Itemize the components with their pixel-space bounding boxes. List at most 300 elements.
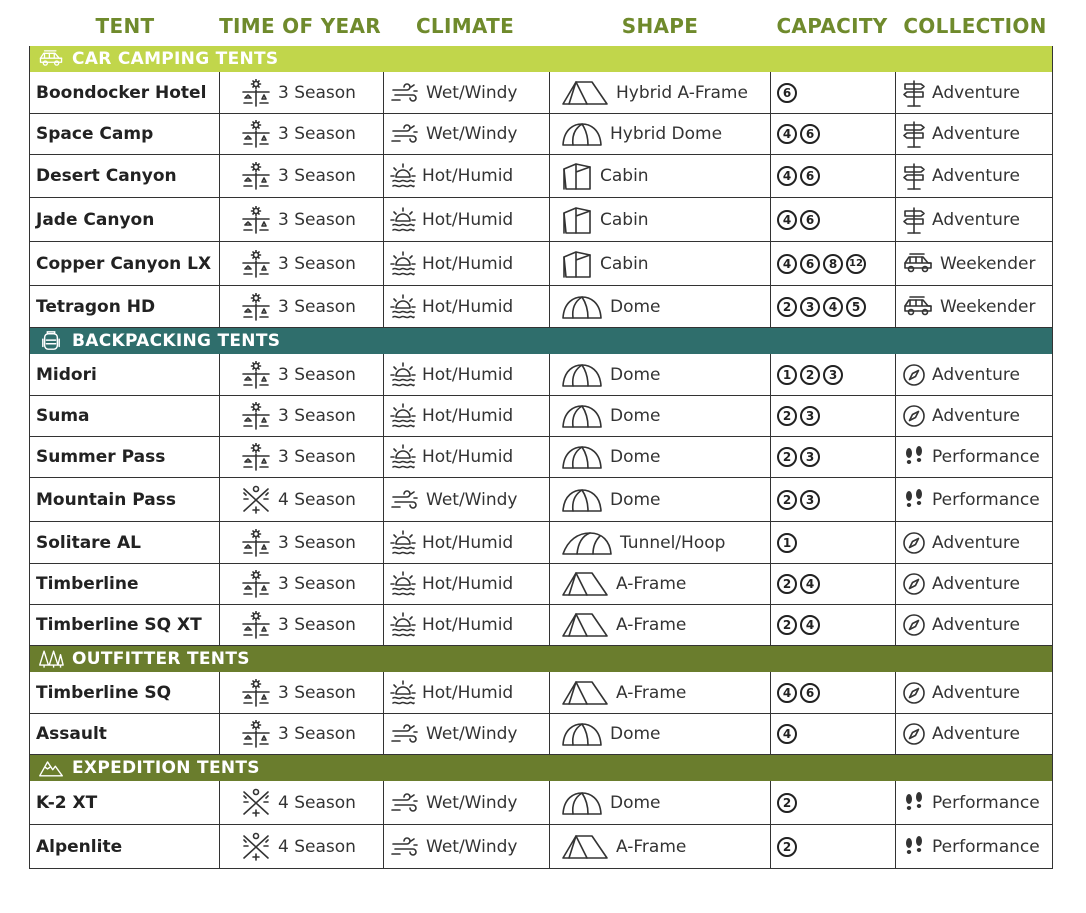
tent-name-cell <box>30 522 220 563</box>
a-frame-icon <box>560 611 610 639</box>
collection: Performance <box>932 836 1040 857</box>
table-row <box>29 242 1053 286</box>
collection-cell <box>896 522 1052 563</box>
capacity-badge: 6 <box>800 683 820 703</box>
time-of-year-cell <box>220 605 384 645</box>
capacity-badge: 4 <box>777 683 797 703</box>
sun-icon <box>390 571 416 597</box>
tent-name: Midori <box>36 364 97 385</box>
collection: Adventure <box>932 166 1020 186</box>
shape-cell <box>550 396 771 436</box>
dome-icon <box>560 121 604 147</box>
time-of-year-cell <box>220 672 384 713</box>
shape-cell <box>550 354 771 395</box>
capacity-badge: 1 <box>777 533 797 553</box>
tent-name: Copper Canyon LX <box>36 253 212 274</box>
three-season-icon <box>240 679 272 707</box>
tent-name: Timberline <box>36 574 139 594</box>
capacity-badge: 2 <box>777 574 797 594</box>
tent-name: Assault <box>36 724 107 744</box>
capacity-cell <box>771 242 896 285</box>
table-row <box>29 825 1053 869</box>
tent-name: Mountain Pass <box>36 489 176 510</box>
table-row <box>29 478 1053 522</box>
compass-icon <box>902 613 926 637</box>
shape: Dome <box>610 489 661 510</box>
capacity-badge: 2 <box>777 837 797 857</box>
time-of-year-cell <box>220 286 384 327</box>
climate: Wet/Windy <box>426 124 518 144</box>
shape-cell <box>550 478 771 521</box>
climate: Hot/Humid <box>422 615 514 635</box>
shape: Dome <box>610 296 661 317</box>
table-row <box>29 396 1053 437</box>
tent-name: Summer Pass <box>36 447 166 467</box>
capacity-badge: 3 <box>823 365 843 385</box>
three-season-icon <box>240 162 272 190</box>
tent-name: Space Camp <box>36 124 154 144</box>
collection: Adventure <box>932 124 1020 144</box>
car-icon <box>902 252 934 276</box>
three-season-icon <box>240 120 272 148</box>
shape: Dome <box>610 364 661 385</box>
climate-cell <box>384 242 550 285</box>
time-of-year: 3 Season <box>278 724 356 744</box>
dome-icon <box>560 444 604 470</box>
time-of-year-cell <box>220 354 384 395</box>
three-season-icon <box>240 79 272 107</box>
tent-name: Alpenlite <box>36 836 123 857</box>
climate-cell <box>384 605 550 645</box>
climate-cell <box>384 354 550 395</box>
table-row <box>29 155 1053 198</box>
capacity-cell <box>771 72 896 113</box>
section-title: BACKPACKING TENTS <box>72 331 281 351</box>
time-of-year-cell <box>220 564 384 604</box>
section-header <box>29 646 1053 672</box>
shape: Dome <box>610 724 661 744</box>
time-of-year-cell <box>220 396 384 436</box>
three-season-icon <box>240 361 272 389</box>
shape-cell <box>550 781 771 824</box>
collection: Adventure <box>932 532 1020 553</box>
climate-cell <box>384 155 550 197</box>
capacity-badge: 2 <box>777 615 797 635</box>
collection: Adventure <box>932 406 1020 426</box>
time-of-year: 3 Season <box>278 406 356 426</box>
shape: A-Frame <box>616 574 687 594</box>
climate: Wet/Windy <box>426 489 518 510</box>
time-of-year-cell <box>220 825 384 868</box>
tent-name-cell <box>30 825 220 868</box>
capacity-cell <box>771 286 896 327</box>
header-capacity: CAPACITY <box>776 14 888 38</box>
time-of-year-cell <box>220 155 384 197</box>
collection-cell <box>896 242 1052 285</box>
header-collection: COLLECTION <box>903 14 1047 38</box>
time-of-year: 3 Season <box>278 447 356 467</box>
table-row <box>29 672 1053 714</box>
shape: Cabin <box>600 166 649 186</box>
capacity-badge: 2 <box>800 365 820 385</box>
capacity-badge: 12 <box>846 254 866 274</box>
climate: Hot/Humid <box>422 209 514 230</box>
shape-cell <box>550 564 771 604</box>
collection: Adventure <box>932 574 1020 594</box>
mountain-icon <box>36 757 66 779</box>
collection-cell <box>896 437 1052 477</box>
sun-icon <box>390 444 416 470</box>
footprints-icon <box>902 445 926 469</box>
wind-icon <box>390 122 420 146</box>
climate: Hot/Humid <box>422 532 514 553</box>
dome-icon <box>560 790 604 816</box>
collection-cell <box>896 114 1052 154</box>
sun-icon <box>390 403 416 429</box>
time-of-year: 3 Season <box>278 532 356 553</box>
section-title: OUTFITTER TENTS <box>72 649 250 669</box>
wind-icon <box>390 722 420 746</box>
tent-name: Solitare AL <box>36 532 141 553</box>
signpost-icon <box>902 206 926 234</box>
section-title: EXPEDITION TENTS <box>72 758 260 778</box>
capacity-badge: 2 <box>777 297 797 317</box>
shape-cell <box>550 714 771 754</box>
climate-cell <box>384 825 550 868</box>
table-row <box>29 114 1053 155</box>
climate: Hot/Humid <box>422 253 514 274</box>
wind-icon <box>390 791 420 815</box>
compass-icon <box>902 681 926 705</box>
table-header <box>0 0 1086 46</box>
tent-name-cell <box>30 396 220 436</box>
collection-cell <box>896 72 1052 113</box>
car-icon <box>36 48 66 70</box>
shape: Cabin <box>600 253 649 274</box>
shape-cell <box>550 605 771 645</box>
tent-name: Suma <box>36 406 90 426</box>
climate-cell <box>384 286 550 327</box>
dome-icon <box>560 294 604 320</box>
sun-icon <box>390 362 416 388</box>
sun-icon <box>390 207 416 233</box>
collection-cell <box>896 825 1052 868</box>
tent-name-cell <box>30 437 220 477</box>
climate: Wet/Windy <box>426 724 518 744</box>
collection: Adventure <box>932 364 1020 385</box>
tent-name: Tetragon HD <box>36 296 156 317</box>
tent-name: Jade Canyon <box>36 209 155 230</box>
compass-icon <box>902 404 926 428</box>
climate: Hot/Humid <box>422 447 514 467</box>
tunnel-icon <box>560 530 614 556</box>
four-season-icon <box>240 485 272 515</box>
climate: Hot/Humid <box>422 406 514 426</box>
collection-cell <box>896 781 1052 824</box>
section-header <box>29 328 1053 354</box>
time-of-year-cell <box>220 522 384 563</box>
capacity-cell <box>771 437 896 477</box>
climate: Hot/Humid <box>422 296 514 317</box>
sun-icon <box>390 680 416 706</box>
four-season-icon <box>240 788 272 818</box>
capacity-cell <box>771 155 896 197</box>
three-season-icon <box>240 529 272 557</box>
collection-cell <box>896 286 1052 327</box>
tent-table <box>29 46 1053 869</box>
capacity-badge: 6 <box>800 254 820 274</box>
time-of-year: 3 Season <box>278 253 356 274</box>
dome-icon <box>560 487 604 513</box>
header-tent: TENT <box>95 14 155 38</box>
collection-cell <box>896 478 1052 521</box>
time-of-year-cell <box>220 114 384 154</box>
climate: Hot/Humid <box>422 682 514 703</box>
a-frame-icon <box>560 679 610 707</box>
climate-cell <box>384 198 550 241</box>
collection: Performance <box>932 792 1040 813</box>
time-of-year-cell <box>220 437 384 477</box>
collection: Weekender <box>940 253 1036 274</box>
collection: Adventure <box>932 724 1020 744</box>
wind-icon <box>390 835 420 859</box>
compass-icon <box>902 363 926 387</box>
a-frame-icon <box>560 833 610 861</box>
compass-icon <box>902 572 926 596</box>
collection: Weekender <box>940 296 1036 317</box>
tent-name-cell <box>30 72 220 113</box>
footprints-icon <box>902 791 926 815</box>
three-season-icon <box>240 250 272 278</box>
table-row <box>29 522 1053 564</box>
capacity-badge: 4 <box>777 210 797 230</box>
sun-icon <box>390 163 416 189</box>
time-of-year: 3 Season <box>278 364 356 385</box>
time-of-year: 3 Season <box>278 209 356 230</box>
capacity-badge: 4 <box>777 124 797 144</box>
climate-cell <box>384 672 550 713</box>
tent-name: Boondocker Hotel <box>36 82 207 103</box>
climate-cell <box>384 396 550 436</box>
collection-cell <box>896 198 1052 241</box>
shape: Cabin <box>600 209 649 230</box>
shape: Dome <box>610 406 661 426</box>
tent-name-cell <box>30 672 220 713</box>
footprints-icon <box>902 488 926 512</box>
time-of-year-cell <box>220 242 384 285</box>
table-row <box>29 72 1053 114</box>
capacity-cell <box>771 672 896 713</box>
capacity-badge: 5 <box>846 297 866 317</box>
capacity-badge: 3 <box>800 406 820 426</box>
shape: A-Frame <box>616 615 687 635</box>
climate-cell <box>384 114 550 154</box>
shape: Hybrid Dome <box>610 124 723 144</box>
collection-cell <box>896 155 1052 197</box>
capacity-badge: 4 <box>777 166 797 186</box>
cabin-icon <box>560 249 594 279</box>
climate-cell <box>384 437 550 477</box>
capacity-badge: 4 <box>823 297 843 317</box>
capacity-cell <box>771 781 896 824</box>
tent-name-cell <box>30 354 220 395</box>
wind-icon <box>390 488 420 512</box>
time-of-year: 3 Season <box>278 682 356 703</box>
climate-cell <box>384 714 550 754</box>
collection-cell <box>896 354 1052 395</box>
capacity-badge: 2 <box>777 793 797 813</box>
capacity-badge: 3 <box>800 297 820 317</box>
climate-cell <box>384 564 550 604</box>
capacity-cell <box>771 605 896 645</box>
section-header <box>29 755 1053 781</box>
signpost-icon <box>902 120 926 148</box>
climate: Wet/Windy <box>426 82 518 103</box>
sun-icon <box>390 294 416 320</box>
capacity-badge: 2 <box>777 447 797 467</box>
section-header <box>29 46 1053 72</box>
collection: Performance <box>932 447 1040 467</box>
capacity-badge: 3 <box>800 447 820 467</box>
a-frame-icon <box>560 79 610 107</box>
car-icon <box>902 295 934 319</box>
capacity-badge: 3 <box>800 490 820 510</box>
three-season-icon <box>240 720 272 748</box>
capacity-badge: 4 <box>800 615 820 635</box>
sun-icon <box>390 530 416 556</box>
shape: Dome <box>610 447 661 467</box>
tent-name: Timberline SQ XT <box>36 615 202 635</box>
time-of-year-cell <box>220 478 384 521</box>
sun-icon <box>390 251 416 277</box>
collection-cell <box>896 672 1052 713</box>
capacity-cell <box>771 354 896 395</box>
header-climate: CLIMATE <box>415 14 515 38</box>
three-season-icon <box>240 611 272 639</box>
capacity-cell <box>771 522 896 563</box>
shape-cell <box>550 242 771 285</box>
time-of-year: 3 Season <box>278 615 356 635</box>
three-season-icon <box>240 206 272 234</box>
shape-cell <box>550 114 771 154</box>
climate-cell <box>384 72 550 113</box>
capacity-cell <box>771 714 896 754</box>
tent-name-cell <box>30 242 220 285</box>
capacity-badge: 6 <box>800 210 820 230</box>
climate-cell <box>384 781 550 824</box>
time-of-year-cell <box>220 198 384 241</box>
table-row <box>29 437 1053 478</box>
table-row <box>29 781 1053 825</box>
shape: Tunnel/Hoop <box>620 532 726 553</box>
tent-name-cell <box>30 714 220 754</box>
collection: Adventure <box>932 209 1020 230</box>
shape-cell <box>550 437 771 477</box>
table-row <box>29 714 1053 755</box>
shape-cell <box>550 825 771 868</box>
time-of-year: 4 Season <box>278 836 356 857</box>
capacity-cell <box>771 478 896 521</box>
collection: Adventure <box>932 615 1020 635</box>
three-season-icon <box>240 402 272 430</box>
compass-icon <box>902 722 926 746</box>
shape: A-Frame <box>616 836 687 857</box>
tent-name-cell <box>30 564 220 604</box>
section-title: CAR CAMPING TENTS <box>72 49 279 69</box>
collection-cell <box>896 396 1052 436</box>
capacity-cell <box>771 114 896 154</box>
shape-cell <box>550 286 771 327</box>
collection-cell <box>896 714 1052 754</box>
capacity-cell <box>771 825 896 868</box>
shape: Dome <box>610 792 661 813</box>
capacity-badge: 4 <box>800 574 820 594</box>
table-row <box>29 198 1053 242</box>
trees-icon <box>36 648 66 670</box>
tent-name-cell <box>30 286 220 327</box>
capacity-cell <box>771 564 896 604</box>
tent-name: Desert Canyon <box>36 166 177 186</box>
climate: Hot/Humid <box>422 574 514 594</box>
time-of-year: 4 Season <box>278 792 356 813</box>
capacity-badge: 4 <box>777 724 797 744</box>
capacity-cell <box>771 198 896 241</box>
table-row <box>29 354 1053 396</box>
table-row <box>29 564 1053 605</box>
footprints-icon <box>902 835 926 859</box>
header-time-of-year: TIME OF YEAR <box>219 14 381 38</box>
shape-cell <box>550 198 771 241</box>
time-of-year: 3 Season <box>278 296 356 317</box>
table-row <box>29 286 1053 328</box>
shape-cell <box>550 522 771 563</box>
three-season-icon <box>240 443 272 471</box>
tent-name-cell <box>30 605 220 645</box>
four-season-icon <box>240 832 272 862</box>
compass-icon <box>902 531 926 555</box>
shape-cell <box>550 72 771 113</box>
table-row <box>29 605 1053 646</box>
climate: Wet/Windy <box>426 792 518 813</box>
cabin-icon <box>560 161 594 191</box>
tent-name-cell <box>30 478 220 521</box>
tent-name: K-2 XT <box>36 792 98 813</box>
dome-icon <box>560 362 604 388</box>
signpost-icon <box>902 79 926 107</box>
dome-icon <box>560 403 604 429</box>
cabin-icon <box>560 205 594 235</box>
time-of-year-cell <box>220 72 384 113</box>
climate: Wet/Windy <box>426 836 518 857</box>
time-of-year: 4 Season <box>278 489 356 510</box>
time-of-year-cell <box>220 714 384 754</box>
climate-cell <box>384 522 550 563</box>
a-frame-icon <box>560 570 610 598</box>
shape: A-Frame <box>616 682 687 703</box>
capacity-badge: 8 <box>823 254 843 274</box>
capacity-badge: 4 <box>777 254 797 274</box>
time-of-year-cell <box>220 781 384 824</box>
tent-name: Timberline SQ <box>36 682 172 703</box>
sun-icon <box>390 612 416 638</box>
tent-name-cell <box>30 781 220 824</box>
time-of-year: 3 Season <box>278 574 356 594</box>
capacity-badge: 6 <box>800 166 820 186</box>
shape-cell <box>550 672 771 713</box>
backpack-icon <box>36 330 66 352</box>
three-season-icon <box>240 293 272 321</box>
header-shape: SHAPE <box>621 14 699 38</box>
